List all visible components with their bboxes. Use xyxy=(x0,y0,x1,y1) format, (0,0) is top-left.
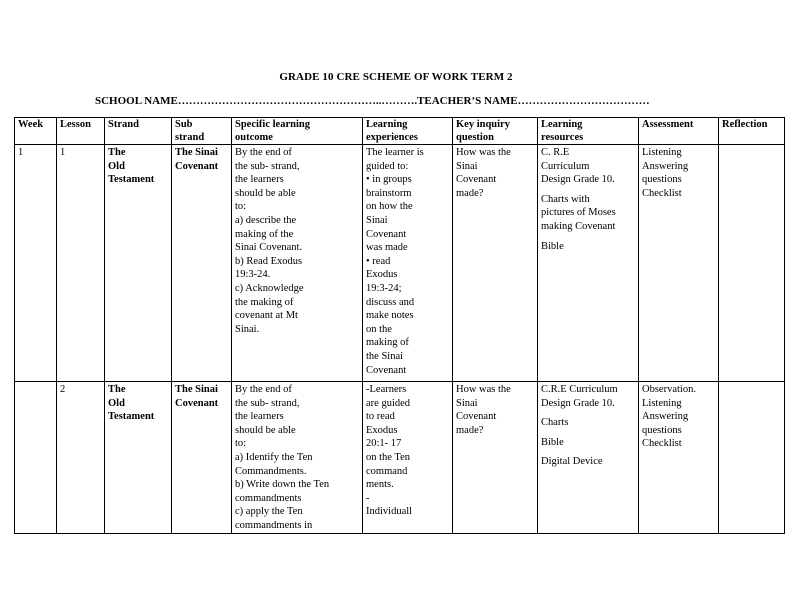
cell-line: Old xyxy=(108,397,125,409)
header-line: experiences xyxy=(366,131,418,143)
cell-line: Bible xyxy=(541,240,564,252)
cell-line: the learners xyxy=(235,411,284,423)
cell-reflection xyxy=(719,145,785,382)
cell-line: made? xyxy=(456,187,484,199)
cell-line: brainstorm xyxy=(366,187,412,199)
cell-line: b) Write down the Ten xyxy=(235,479,330,491)
cell-line: was made xyxy=(366,242,408,254)
cell-line: C. R.E xyxy=(541,147,570,158)
cell-line: Curriculum xyxy=(541,160,590,172)
cell-line: discuss and xyxy=(366,296,415,308)
cell-line: the sub- strand, xyxy=(235,160,300,172)
table-row xyxy=(15,382,785,534)
cell-line: Exodus xyxy=(366,269,398,281)
cell-line: Covenant xyxy=(456,174,497,186)
cell-line: Bible xyxy=(541,436,564,448)
cell-strand xyxy=(105,145,172,382)
cell-line: making Covenant xyxy=(541,220,616,232)
cell-line: Observation. xyxy=(642,384,696,395)
cell-line: Covenant xyxy=(175,160,219,172)
cell-line: - xyxy=(366,492,370,504)
header-line: Specific learning xyxy=(235,119,310,130)
cell-outcome xyxy=(232,382,363,534)
header-line: Key inquiry xyxy=(456,119,510,130)
header-strand: Strand xyxy=(105,118,172,145)
cell-strand xyxy=(105,382,172,534)
cell-line: Listening xyxy=(642,147,682,158)
cell-line: The Sinai xyxy=(175,384,218,395)
cell-reflection xyxy=(719,382,785,534)
cell-line: Covenant xyxy=(366,364,407,376)
cell-line: By the end of xyxy=(235,384,292,395)
cell-line: Answering xyxy=(642,160,689,172)
cell-line: questions xyxy=(642,424,682,436)
cell-line: How was the xyxy=(456,147,511,158)
header-line: question xyxy=(456,131,494,143)
cell-line: Design Grade 10. xyxy=(541,397,615,409)
cell-line: covenant at Mt xyxy=(235,310,298,322)
header-resources xyxy=(538,118,639,145)
cell-line: making of the xyxy=(235,228,294,240)
cell-line: to: xyxy=(235,201,247,213)
cell-line: Sinai xyxy=(366,214,388,226)
cell-experiences xyxy=(363,145,453,382)
header-sub-strand xyxy=(172,118,232,145)
cell-line: made? xyxy=(456,424,484,436)
cell-line: to read xyxy=(366,411,395,423)
cell-line: The xyxy=(108,147,126,158)
cell-line: Covenant xyxy=(456,411,497,423)
header-line: outcome xyxy=(235,131,273,143)
cell-line: The Sinai xyxy=(175,147,218,158)
cell-assessment xyxy=(639,382,719,534)
cell-line: By the end of xyxy=(235,147,292,158)
cell-outcome xyxy=(232,145,363,382)
cell-line: a) Identify the Ten xyxy=(235,451,313,463)
cell-inquiry xyxy=(453,382,538,534)
cell-line: the sub- strand, xyxy=(235,397,300,409)
header-line: strand xyxy=(175,131,205,143)
header-week: Week xyxy=(15,118,57,145)
cell-line: Individuall xyxy=(366,506,413,518)
cell-line: Design Grade 10. xyxy=(541,174,615,186)
header-line: Learning xyxy=(541,119,583,130)
table-row xyxy=(15,145,785,382)
cell-line: 19:3-24. xyxy=(235,269,271,281)
cell-line: ments. xyxy=(366,479,394,491)
cell-line: Commandments. xyxy=(235,465,307,477)
cell-line: commandments in xyxy=(235,519,313,531)
cell-experiences xyxy=(363,382,453,534)
cell-line: Testament xyxy=(108,174,155,186)
cell-line: on the xyxy=(366,323,392,335)
cell-line: Covenant xyxy=(175,397,219,409)
cell-line: Old xyxy=(108,160,125,172)
cell-lesson: 2 xyxy=(57,382,105,534)
header-reflection: Reflection xyxy=(719,118,785,145)
cell-line: the making of xyxy=(235,296,294,308)
cell-line: to: xyxy=(235,438,247,450)
cell-line: Sinai xyxy=(456,160,478,172)
cell-line: 20:1- 17 xyxy=(366,438,402,450)
cell-line: commandments xyxy=(235,492,302,504)
cell-line: Charts with xyxy=(541,193,590,205)
header-outcome xyxy=(232,118,363,145)
cell-line: -Learners xyxy=(366,384,407,395)
cell-line: on how the xyxy=(366,201,413,213)
cell-line: Covenant xyxy=(366,228,407,240)
header-experiences xyxy=(363,118,453,145)
cell-line: questions xyxy=(642,174,682,186)
cell-line: Listening xyxy=(642,397,682,409)
cell-line: are guided xyxy=(366,397,411,409)
cell-line: b) Read Exodus xyxy=(235,255,303,267)
cell-line: making of xyxy=(366,337,409,349)
cell-line: 19:3-24; xyxy=(366,282,402,294)
header-line: resources xyxy=(541,131,584,143)
cell-line: • in groups xyxy=(366,174,412,186)
cell-lesson: 1 xyxy=(57,145,105,382)
cell-sub-strand xyxy=(172,145,232,382)
header-inquiry xyxy=(453,118,538,145)
cell-line: Digital Device xyxy=(541,456,603,468)
cell-line: make notes xyxy=(366,310,414,322)
header-assessment: Assessment xyxy=(639,118,719,145)
cell-line: a) describe the xyxy=(235,214,297,226)
cell-line: guided to: xyxy=(366,160,409,172)
cell-inquiry xyxy=(453,145,538,382)
cell-line: Checklist xyxy=(642,187,682,199)
document-title: GRADE 10 CRE SCHEME OF WORK TERM 2 xyxy=(279,71,513,83)
cell-week: 1 xyxy=(15,145,57,382)
school-teacher-line: SCHOOL NAME………………………………………………..……….TEACHER’S NAME……………………………… xyxy=(95,95,650,107)
cell-line: c) Acknowledge xyxy=(235,282,304,294)
cell-assessment xyxy=(639,145,719,382)
cell-line: Charts xyxy=(541,417,569,429)
cell-line: How was the xyxy=(456,384,511,395)
cell-week xyxy=(15,382,57,534)
cell-line: Sinai xyxy=(456,397,478,409)
header-line: Learning xyxy=(366,119,408,130)
cell-line: Sinai. xyxy=(235,323,260,335)
cell-line: C.R.E Curriculum xyxy=(541,384,618,395)
cell-line: c) apply the Ten xyxy=(235,506,303,518)
cell-line: Testament xyxy=(108,411,155,423)
header-line: Sub xyxy=(175,119,193,130)
scheme-of-work-table xyxy=(14,117,785,534)
table-header-row xyxy=(15,118,785,145)
cell-line: should be able xyxy=(235,424,296,436)
cell-line: Checklist xyxy=(642,438,682,450)
cell-line: the learners xyxy=(235,174,284,186)
cell-line: The learner is xyxy=(366,147,424,158)
cell-line: • read xyxy=(366,255,391,267)
cell-line: the Sinai xyxy=(366,350,404,362)
cell-line: on the Ten xyxy=(366,451,410,463)
header-lesson: Lesson xyxy=(57,118,105,145)
cell-line: pictures of Moses xyxy=(541,207,616,219)
cell-line: Exodus xyxy=(366,424,398,436)
cell-line: Answering xyxy=(642,411,689,423)
cell-sub-strand xyxy=(172,382,232,534)
cell-resources xyxy=(538,382,639,534)
cell-line: command xyxy=(366,465,408,477)
cell-line: The xyxy=(108,384,126,395)
cell-resources xyxy=(538,145,639,382)
cell-line: should be able xyxy=(235,187,296,199)
cell-line: Sinai Covenant. xyxy=(235,242,303,254)
